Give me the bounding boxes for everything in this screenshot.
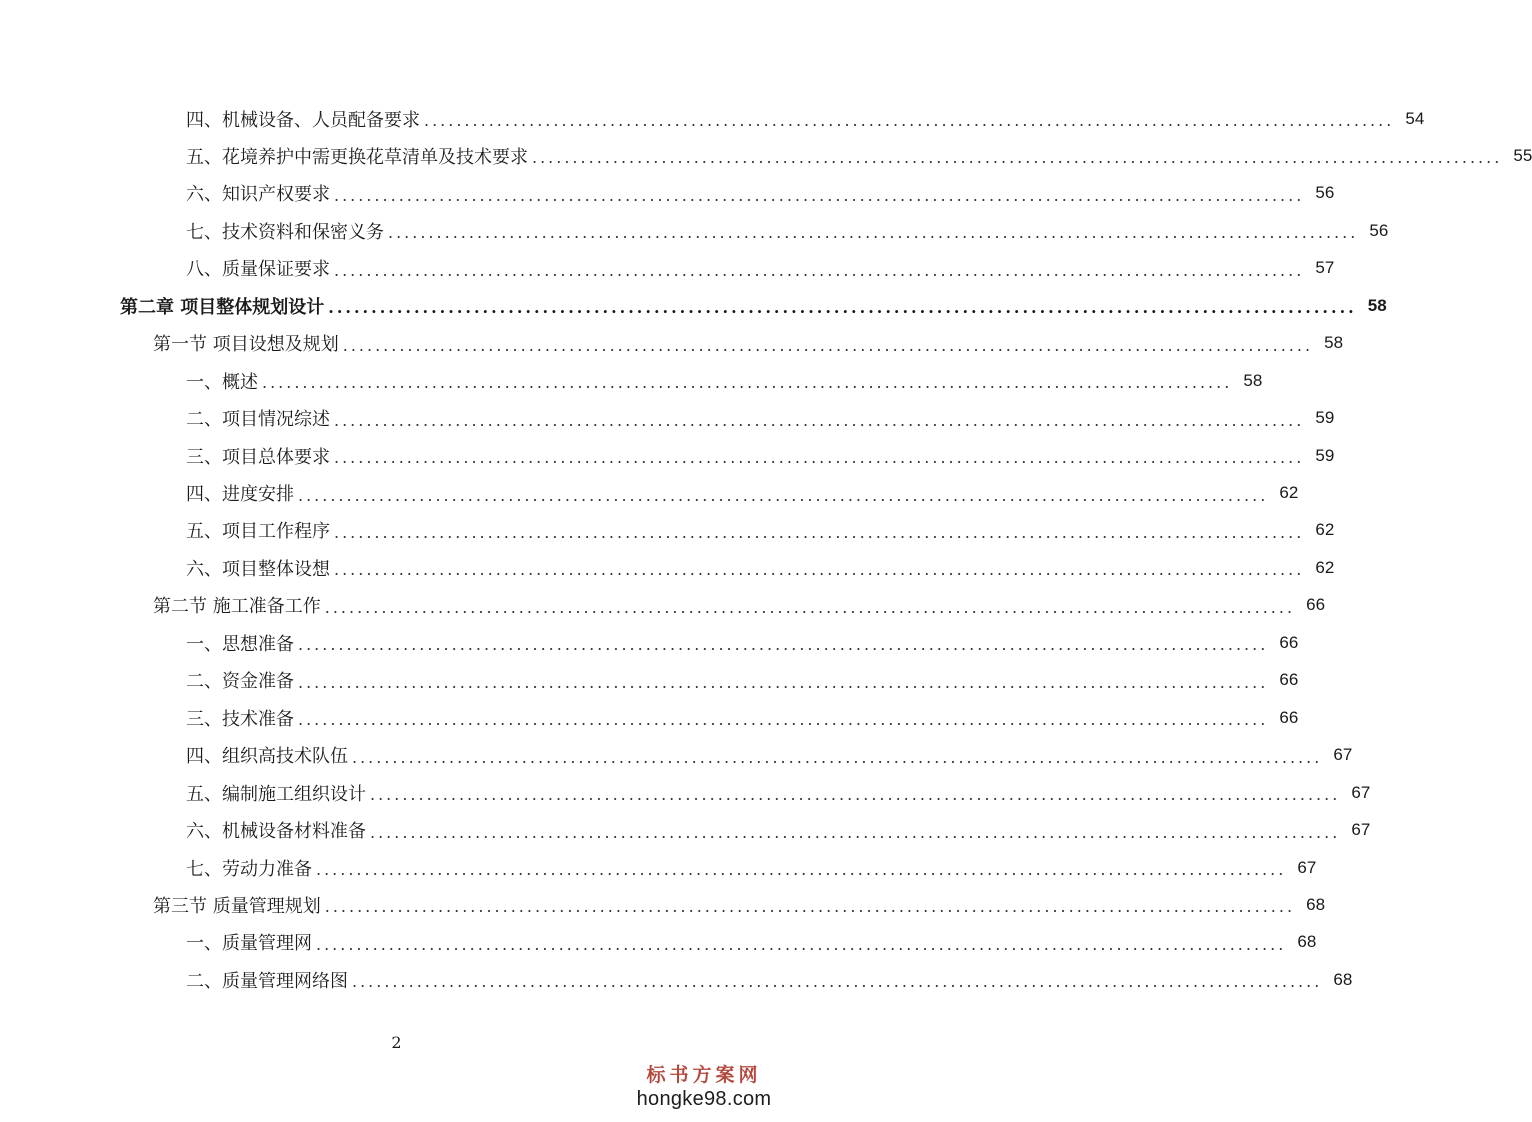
toc-dot-leader: ........................................................................................................................	[324, 597, 1296, 617]
toc-entry[interactable]	[153, 886, 1326, 923]
toc-entry-title: 第三节 质量管理规划	[153, 895, 321, 917]
toc-dot-leader: ........................................................................................................................	[352, 747, 1323, 767]
toc-entry-title: 第二节 施工准备工作	[153, 596, 321, 618]
toc-entry-page-number: 66	[1279, 632, 1299, 652]
toc-dot-leader: ........................................................................................................................	[370, 822, 1341, 842]
toc-entry-title: 三、技术准备	[186, 708, 294, 730]
toc-dot-leader: ........................................................................................................................	[298, 672, 1269, 692]
toc-dot-leader: ........................................................................................................................	[388, 223, 1359, 243]
toc-entry[interactable]	[186, 362, 1263, 399]
toc-entry[interactable]	[186, 175, 1335, 212]
toc-entry-page-number: 59	[1315, 445, 1335, 465]
toc-entry[interactable]	[186, 100, 1425, 137]
toc-entry[interactable]	[186, 512, 1335, 549]
toc-entry-page-number: 66	[1279, 670, 1299, 690]
toc-entry[interactable]	[186, 699, 1299, 736]
toc-entry-page-number: 56	[1369, 220, 1389, 240]
toc-entry-title: 第二章 项目整体规划设计	[120, 296, 325, 318]
toc-entry-page-number: 68	[1306, 894, 1326, 914]
toc-dot-leader: ........................................................................................................................	[334, 522, 1305, 542]
toc-dot-leader: ........................................................................................................................	[342, 335, 1314, 355]
toc-entry[interactable]	[186, 549, 1335, 586]
toc-dot-leader: ........................................................................................................................	[424, 111, 1395, 130]
toc-dot-leader: ........................................................................................................................	[352, 972, 1323, 992]
toc-entry[interactable]	[120, 287, 1387, 324]
toc-dot-leader: ........................................................................................................................	[328, 298, 1357, 318]
toc-entry-page-number: 67	[1351, 820, 1371, 840]
toc-dot-leader: ........................................................................................................................	[334, 410, 1305, 430]
toc-entry-title: 三、项目总体要求	[186, 446, 330, 468]
toc-entry-title: 五、项目工作程序	[186, 521, 330, 543]
toc-entry-title: 四、进度安排	[186, 484, 294, 505]
toc-entry-title: 六、机械设备材料准备	[186, 821, 366, 843]
toc-dot-leader: ........................................................................................................................	[316, 860, 1287, 879]
toc-entry-title: 二、质量管理网络图	[186, 970, 348, 992]
toc-entry[interactable]	[186, 737, 1353, 774]
toc-entry[interactable]	[186, 400, 1335, 437]
toc-entry[interactable]	[186, 624, 1299, 661]
toc-dot-leader: ........................................................................................................................	[298, 635, 1269, 655]
toc-entry-page-number: 58	[1367, 295, 1387, 315]
toc-dot-leader: ........................................................................................................................	[324, 897, 1296, 917]
toc-entry-title: 八、质量保证要求	[186, 259, 330, 281]
toc-entry[interactable]	[186, 961, 1353, 998]
toc-entry[interactable]	[153, 325, 1344, 362]
toc-entry[interactable]	[186, 137, 1532, 174]
toc-dot-leader: ........................................................................................................................	[316, 934, 1287, 954]
toc-entry-page-number: 66	[1279, 707, 1299, 727]
page-number: 2	[391, 1033, 402, 1052]
watermark-url: hongke98.com	[636, 1088, 772, 1110]
toc-entry-page-number: 54	[1405, 108, 1425, 128]
toc-entry-page-number: 68	[1333, 969, 1353, 989]
toc-dot-leader: ........................................................................................................................	[298, 485, 1269, 505]
toc-entry[interactable]	[186, 924, 1317, 961]
toc-entry-page-number: 55	[1513, 145, 1532, 165]
toc-entry-title: 二、资金准备	[186, 671, 294, 693]
site-watermark	[629, 1066, 779, 1109]
toc-dot-leader: ........................................................................................................................	[334, 185, 1305, 205]
toc-entry-page-number: 62	[1315, 557, 1335, 577]
toc-entry[interactable]	[186, 849, 1317, 886]
toc-entry[interactable]	[186, 774, 1371, 811]
toc-entry-title: 六、项目整体设想	[186, 558, 330, 580]
toc-entry-page-number: 59	[1315, 408, 1335, 428]
toc-entry-title: 七、劳动力准备	[186, 858, 312, 880]
toc-entry-title: 六、知识产权要求	[186, 184, 330, 206]
toc-dot-leader: ........................................................................................................................	[334, 448, 1305, 468]
toc-entry-title: 五、花境养护中需更换花草清单及技术要求	[186, 146, 528, 168]
toc-entry-page-number: 68	[1297, 932, 1317, 952]
toc-entry-page-number: 57	[1315, 258, 1335, 278]
toc-entry[interactable]	[186, 475, 1299, 512]
toc-entry-title: 四、组织高技术队伍	[186, 746, 348, 768]
toc-entry-page-number: 58	[1324, 333, 1344, 353]
toc-entry[interactable]	[186, 250, 1335, 287]
toc-dot-leader: ........................................................................................................................	[298, 710, 1269, 730]
toc-entry-title: 一、质量管理网	[186, 933, 312, 955]
toc-entry-title: 四、机械设备、人员配备要求	[186, 109, 420, 131]
toc-entry-page-number: 67	[1297, 857, 1317, 877]
toc-entry-title: 五、编制施工组织设计	[186, 783, 366, 805]
toc-entry[interactable]	[186, 662, 1299, 699]
toc-entry-title: 第一节 项目设想及规划	[153, 334, 339, 356]
watermark-site-name: 标书方案网	[646, 1064, 762, 1086]
toc-entry-title: 七、技术资料和保密义务	[186, 221, 384, 243]
toc-entry-page-number: 58	[1243, 370, 1263, 390]
toc-entry-page-number: 62	[1315, 520, 1335, 540]
toc-entry-page-number: 67	[1351, 782, 1371, 802]
toc-entry[interactable]	[186, 812, 1371, 849]
toc-entry[interactable]	[186, 212, 1389, 249]
toc-entry[interactable]	[153, 587, 1326, 624]
toc-entry-title: 一、概述	[186, 371, 258, 393]
toc-entry-title: 一、思想准备	[186, 633, 294, 655]
toc-dot-leader: ........................................................................................................................	[262, 373, 1233, 393]
toc-entry-page-number: 66	[1306, 595, 1326, 615]
toc-dot-leader: ........................................................................................................................	[370, 785, 1341, 805]
toc-dot-leader: ........................................................................................................................	[334, 560, 1305, 580]
toc-entry-page-number: 62	[1279, 483, 1299, 502]
toc-dot-leader: ........................................................................................................................	[532, 148, 1503, 168]
toc-entry-page-number: 67	[1333, 745, 1353, 765]
toc-dot-leader: ........................................................................................................................	[334, 260, 1305, 280]
toc-entry-page-number: 56	[1315, 183, 1335, 203]
toc-entry-title: 二、项目情况综述	[186, 409, 330, 431]
toc-entry[interactable]	[186, 437, 1335, 474]
